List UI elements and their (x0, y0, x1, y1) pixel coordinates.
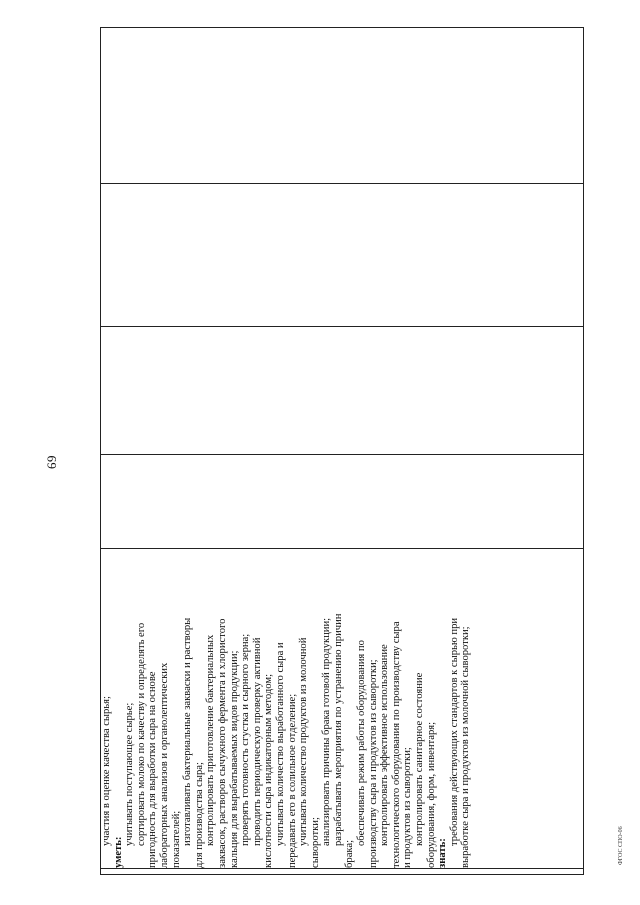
skills-line: знать: (437, 838, 449, 868)
skills-line: участия в оценке качества сырья; (101, 696, 112, 846)
skills-line: учитывать поступающее сырье; (124, 702, 136, 846)
skills-line: разрабатывать мероприятия по устранению причин (332, 613, 344, 846)
skills-line: производству сыра и продуктов из сыворотки; (367, 659, 379, 868)
skills-line: пригодность для выработки сыра на основе (147, 671, 159, 868)
skills-line: контролировать эффективное использование (379, 644, 391, 846)
skills-line: выработке сыра и продуктов из молочной сыворотки; (460, 626, 472, 868)
skills-text (101, 549, 472, 868)
footer-code: ФГОС СПО-06 (618, 826, 624, 865)
skills-line: лабораторных анализов и органолептических (158, 662, 170, 868)
skills-line: показателей; (170, 810, 182, 868)
skills-line: оборудования, форм, инвентаря; (425, 721, 437, 868)
skills-line: обеспечивать режим работы оборудования по (356, 640, 368, 846)
skills-line: брака; (344, 839, 356, 868)
skills-line: для производства сыра; (193, 762, 205, 868)
competency-table (100, 27, 584, 875)
skills-line: кальция для вырабатываемых видов продукции; (228, 650, 240, 868)
skills-line: и продуктов из сыворотки; (402, 747, 414, 868)
skills-line: проверять готовность сгустка и сырного зерна; (240, 633, 252, 846)
table-cell-col4 (101, 327, 584, 454)
skills-line: кислотности сыра индикаторным методом; (263, 673, 275, 868)
skills-line: изготавливать бактериальные закваски и растворы (182, 617, 194, 846)
table-cell-left-margin (101, 868, 584, 874)
skills-line: заквасок, растворов сычужного фермента и хлористого (216, 618, 228, 868)
table-cell-col6 (101, 28, 584, 184)
table-cell-col3 (101, 454, 584, 548)
skills-line: учитывать количество выработанного сыра и (274, 642, 286, 846)
skills-line: технологического оборудования по производству сыра (390, 621, 402, 868)
page-number: 69 (44, 455, 59, 469)
table-row (101, 28, 584, 875)
table-cell-col5 (101, 183, 584, 327)
skills-line: проводить периодическую проверку активной (251, 637, 263, 846)
skills-line: сортировать молоко по качеству и определять его (135, 622, 147, 846)
skills-line: контролировать санитарное состояние (414, 672, 426, 846)
skills-line: анализировать причины брака готовой продукции; (321, 617, 333, 846)
skills-line: передавать его в солильное отделение; (286, 693, 298, 868)
skills-line: требования действующих стандартов к сырью при (448, 617, 460, 846)
skills-line: контролировать приготовление бактериальных (205, 634, 217, 846)
skills-line: сыворотки; (309, 817, 321, 868)
skills-cell (101, 548, 584, 868)
skills-line: учитывать количество продуктов из молочной (298, 637, 310, 846)
skills-line: уметь: (112, 836, 124, 868)
